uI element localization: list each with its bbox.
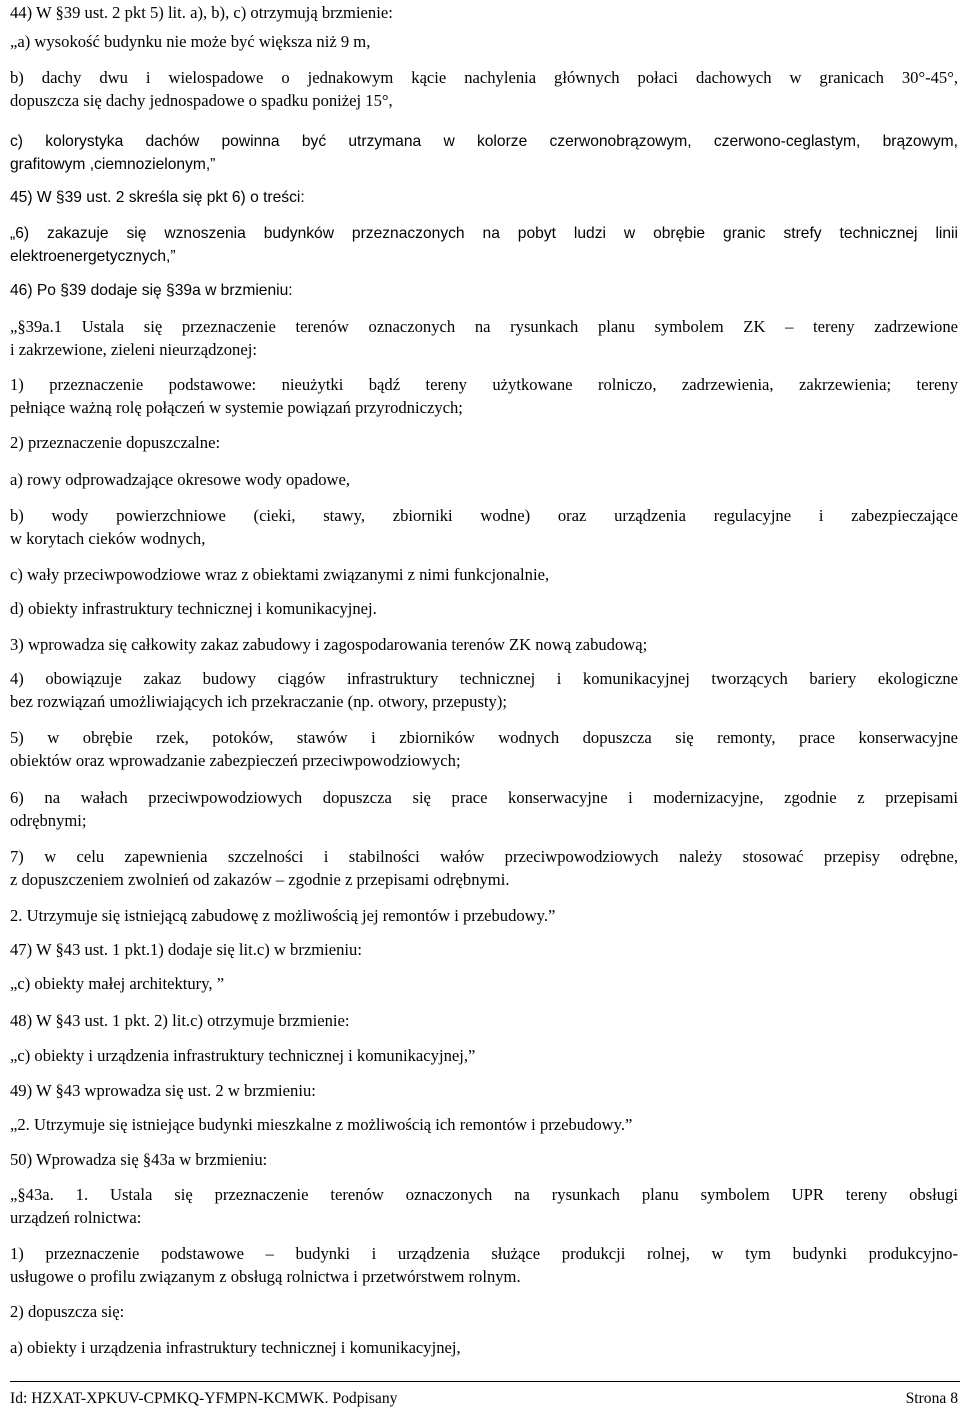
paragraph-tightness: [10, 845, 958, 891]
text-line: i zakrzewione, zieleni nieurządzonej:: [10, 340, 257, 359]
text-line: 49) W §43 wprowadza się ust. 2 w brzmieniu:: [10, 1081, 316, 1100]
text-line: a) rowy odprowadzające okresowe wody opadowe,: [10, 470, 351, 489]
paragraph-upr-primary-use: [10, 1242, 958, 1288]
paragraph-flood-banks: [10, 563, 958, 586]
text-line: „2. Utrzymuje się istniejące budynki mieszkalne z możliwością ich remontów i przebudowy.”: [10, 1115, 633, 1134]
text-line: „a) wysokość budynku nie może być większa niż 9 m,: [10, 32, 371, 51]
paragraph-small-architecture: [10, 972, 958, 995]
text-line: 50) Wprowadza się §43a w brzmieniu:: [10, 1150, 268, 1169]
text-line: z dopuszczeniem zwolnień od zakazów – zgodnie z przepisami odrębnymi.: [10, 870, 510, 889]
text-line: „c) obiekty i urządzenia infrastruktury technicznej i komunikacyjnej,”: [10, 1046, 476, 1065]
paragraph-existing-buildings: [10, 904, 958, 927]
text-line: b) wody powierzchniowe (cieki, stawy, zbiorniki wodne) oraz urządzenia regulacyjne i zabezpieczające: [10, 506, 958, 525]
text-line: 2) przeznaczenie dopuszczalne:: [10, 433, 221, 452]
paragraph-49: [10, 1079, 958, 1102]
text-line: w korytach cieków wodnych,: [10, 529, 206, 548]
text-line: obiektów oraz wprowadzanie zabezpieczeń przeciwpowodziowych;: [10, 751, 461, 770]
text-line: d) obiekty infrastruktury technicznej i komunikacyjnej.: [10, 599, 377, 618]
text-line: urządzeń rolnictwa:: [10, 1208, 142, 1227]
paragraph-technical-objects: [10, 1044, 958, 1067]
paragraph-primary-use: [10, 373, 958, 419]
paragraph-44: [10, 1, 958, 24]
text-line: 48) W §43 ust. 1 pkt. 2) lit.c) otrzymuje brzmienie:: [10, 1011, 350, 1030]
paragraph-item-b: [10, 66, 958, 112]
paragraph-46: [10, 279, 958, 302]
text-line: b) dachy dwu i wielospadowe o jednakowym kącie nachylenia głównych połaci dachowych w granicach 30°-45°,: [10, 68, 958, 87]
paragraph-item-c: [10, 130, 958, 176]
text-line: „c) obiekty małej architektury, ”: [10, 974, 225, 993]
paragraph-ecological-barriers: [10, 667, 958, 713]
text-line: 1) przeznaczenie podstawowe: nieużytki bądź tereny użytkowane rolniczo, zadrzewienia, zakrzewienia; tereny: [10, 375, 958, 394]
footer-page-number: Strona 8: [905, 1390, 958, 1407]
text-line: 2) dopuszcza się:: [10, 1302, 125, 1321]
text-line: elektroenergetycznych,”: [10, 248, 176, 265]
text-line: dopuszcza się dachy jednospadowe o spadku poniżej 15°,: [10, 91, 393, 110]
paragraph-45: [10, 186, 958, 209]
text-line: 5) w obrębie rzek, potoków, stawów i zbiorników wodnych dopuszcza się remonty, prace konserwacyjne: [10, 728, 958, 747]
paragraph-47: [10, 938, 958, 961]
text-line: 44) W §39 ust. 2 pkt 5) lit. a), b), c) otrzymują brzmienie:: [10, 3, 393, 22]
paragraph-ditches: [10, 468, 958, 491]
text-line: pełniące ważną rolę połączeń w systemie powiązań przyrodniczych;: [10, 398, 463, 417]
paragraph-39a: [10, 315, 958, 361]
paragraph-43a: [10, 1183, 958, 1229]
paragraph-item-6: [10, 222, 958, 268]
text-line: c) kolorystyka dachów powinna być utrzymana w kolorze czerwonobrązowym, czerwono-ceglastym, brązowym,: [10, 133, 958, 150]
text-line: 3) wprowadza się całkowity zakaz zabudowy i zagospodarowania terenów ZK nową zabudową;: [10, 635, 648, 654]
text-line: usługowe o profilu związanym z obsługą rolnictwa i przetwórstwem rolnym.: [10, 1267, 521, 1286]
paragraph-surface-waters: [10, 504, 958, 550]
text-line: „6) zakazuje się wznoszenia budynków przeznaczonych na pobyt ludzi w obrębie granic strefy technicznej linii: [10, 225, 958, 242]
text-line: 2. Utrzymuje się istniejącą zabudowę z możliwością jej remontów i przebudowy.”: [10, 906, 556, 925]
paragraph-residential-buildings: [10, 1113, 958, 1136]
paragraph-allowed: [10, 1300, 958, 1323]
footer-divider: [10, 1381, 960, 1382]
text-line: 47) W §43 ust. 1 pkt.1) dodaje się lit.c) w brzmieniu:: [10, 940, 362, 959]
paragraph-48: [10, 1009, 958, 1032]
text-line: bez rozwiązań umożliwiających ich przekraczanie (np. otwory, przepusty);: [10, 692, 507, 711]
paragraph-flood-bank-works: [10, 786, 958, 832]
paragraph-infrastructure: [10, 597, 958, 620]
paragraph-permitted-use: [10, 431, 958, 454]
paragraph-rivers: [10, 726, 958, 772]
text-line: odrębnymi;: [10, 811, 87, 830]
text-line: grafitowym ,ciemnozielonym,”: [10, 156, 216, 173]
text-line: 6) na wałach przeciwpowodziowych dopuszcza się prace konserwacyjne i modernizacyjne, zgodnie z przepisami: [10, 788, 958, 807]
text-line: 1) przeznaczenie podstawowe – budynki i urządzenia służące produkcji rolnej, w tym budynki produkcyjno-: [10, 1244, 958, 1263]
footer-document-id: Id: HZXAT-XPKUV-CPMKQ-YFMPN-KCMWK. Podpisany: [10, 1390, 398, 1407]
text-line: 45) W §39 ust. 2 skreśla się pkt 6) o treści:: [10, 189, 305, 206]
paragraph-item-a: [10, 30, 958, 53]
text-line: 46) Po §39 dodaje się §39a w brzmieniu:: [10, 282, 293, 299]
text-line: 7) w celu zapewnienia szczelności i stabilności wałów przeciwpowodziowych należy stosować przepisy odrębne,: [10, 847, 958, 866]
text-line: a) obiekty i urządzenia infrastruktury technicznej i komunikacyjnej,: [10, 1338, 461, 1357]
paragraph-50: [10, 1148, 958, 1171]
paragraph-infrastructure-objects: [10, 1336, 958, 1359]
paragraph-ban: [10, 633, 958, 656]
text-line: 4) obowiązuje zakaz budowy ciągów infrastruktury technicznej i komunikacyjnej tworzących bariery ekologiczne: [10, 669, 958, 688]
text-line: „§43a. 1. Ustala się przeznaczenie terenów oznaczonych na rysunkach planu symbolem UPR tereny obsługi: [10, 1185, 958, 1204]
text-line: „§39a.1 Ustala się przeznaczenie terenów oznaczonych na rysunkach planu symbolem ZK – tereny zadrzewione: [10, 317, 958, 336]
text-line: c) wały przeciwpowodziowe wraz z obiektami związanymi z nimi funkcjonalnie,: [10, 565, 550, 584]
